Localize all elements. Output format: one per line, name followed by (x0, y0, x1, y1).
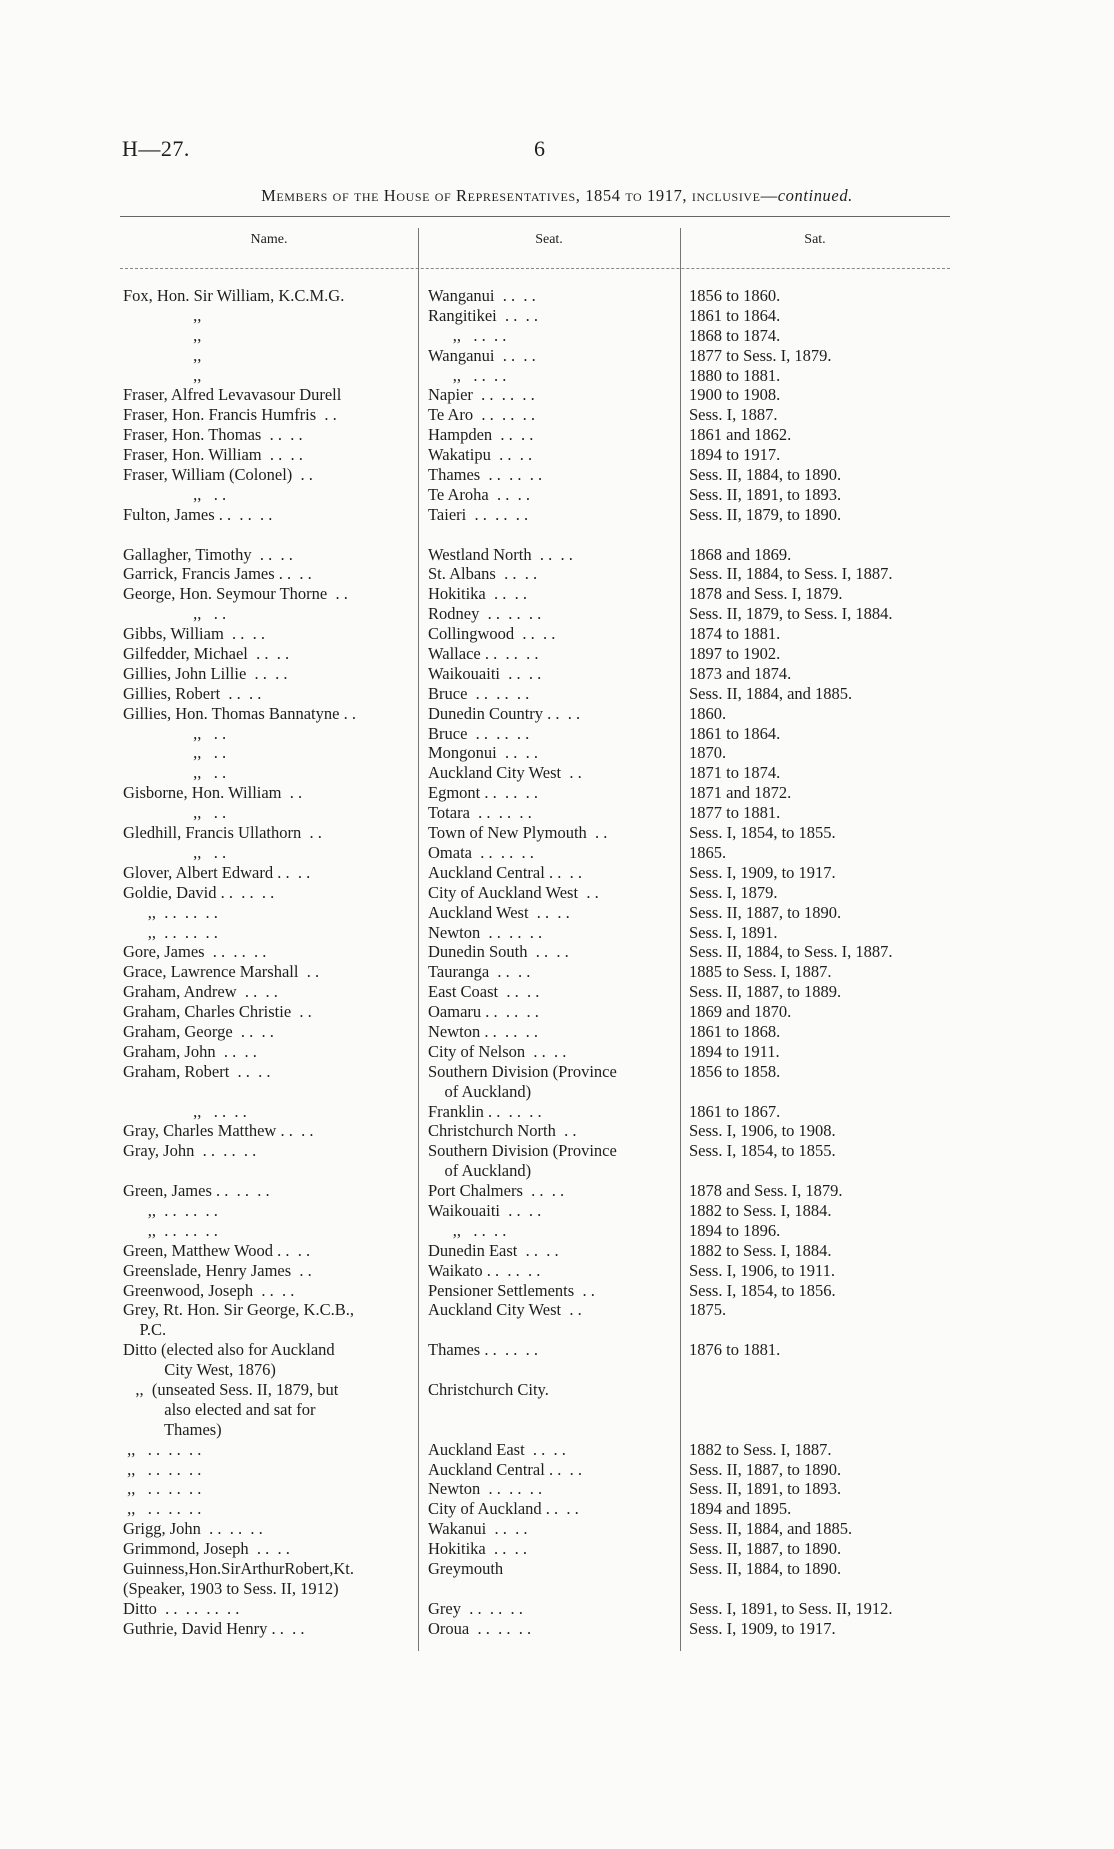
table-row (0, 704, 1114, 724)
sat-cell: 1877 to 1881. (689, 803, 781, 823)
sat-cell: Sess. I, 1887. (689, 405, 778, 425)
name-cell: Graham, Charles Christie . . (123, 1002, 312, 1022)
table-row (0, 1599, 1114, 1619)
sat-cell: 1880 to 1881. (689, 365, 781, 385)
name-cell: Goldie, David . . . . . . (123, 882, 275, 902)
table-row (0, 923, 1114, 943)
name-cell: ,, (unseated Sess. II, 1879, but (123, 1379, 339, 1399)
name-cell: ,, . . . . . . (123, 1439, 202, 1459)
name-cell: Gore, James . . . . . . (123, 942, 267, 962)
seat-cell: City of Nelson . . . . (428, 1041, 567, 1061)
table-row (0, 1161, 1114, 1181)
table-row (0, 505, 1114, 525)
seat-cell: Te Aro . . . . . . (428, 405, 536, 425)
seat-cell: Auckland City West . . (428, 1300, 582, 1320)
name-cell: Gray, John . . . . . . (123, 1141, 257, 1161)
name-cell: Graham, Andrew . . . . (123, 982, 278, 1002)
sat-cell: 1897 to 1902. (689, 644, 781, 664)
table-row (0, 1440, 1114, 1460)
table-row (0, 1221, 1114, 1241)
table-row (0, 942, 1114, 962)
sat-cell: Sess. II, 1891, to 1893. (689, 484, 842, 504)
sat-cell: 1900 to 1908. (689, 385, 781, 405)
sat-cell: Sess. II, 1884, and 1885. (689, 683, 853, 703)
name-cell: ,, . . (123, 723, 227, 743)
row-gap (0, 525, 1114, 545)
name-cell: Gisborne, Hon. William . . (123, 783, 303, 803)
table-row (0, 1499, 1114, 1519)
name-cell: Grace, Lawrence Marshall . . (123, 962, 320, 982)
name-cell: Gibbs, William . . . . (123, 624, 266, 644)
sat-cell: 1869 and 1870. (689, 1002, 792, 1022)
sat-cell: 1876 to 1881. (689, 1340, 781, 1360)
sat-cell: Sess. I, 1854, to 1855. (689, 823, 836, 843)
table-row (0, 1141, 1114, 1161)
table-row (0, 743, 1114, 763)
sat-cell: 1861 to 1867. (689, 1101, 781, 1121)
seat-cell: Greymouth (428, 1559, 504, 1578)
seat-cell: of Auckland) (428, 1081, 532, 1101)
table-row (0, 306, 1114, 326)
seat-cell: Auckland Central . . . . (428, 1459, 582, 1479)
column-header-sat: Sat. (804, 232, 826, 247)
sat-cell: Sess. II, 1884, and 1885. (689, 1519, 853, 1539)
seat-cell: Oroua . . . . . . (428, 1618, 532, 1638)
name-cell: Grimmond, Joseph . . . . (123, 1539, 290, 1559)
sat-cell: 1861 to 1864. (689, 305, 781, 325)
sat-cell: Sess. II, 1879, to 1890. (689, 504, 842, 524)
table-row (0, 664, 1114, 684)
sat-cell: Sess. I, 1909, to 1917. (689, 1618, 836, 1638)
table-row (0, 843, 1114, 863)
name-cell: ,, . . . . . . (123, 1499, 202, 1519)
sat-cell: 1882 to Sess. I, 1887. (689, 1439, 832, 1459)
sat-cell: Sess. I, 1906, to 1908. (689, 1121, 836, 1141)
name-cell: ,, (123, 345, 202, 365)
table-row (0, 863, 1114, 883)
name-cell: Greenslade, Henry James . . (123, 1260, 312, 1280)
seat-cell: City of Auckland West . . (428, 882, 599, 902)
sat-cell: Sess. I, 1909, to 1917. (689, 862, 836, 882)
seat-cell: Pensioner Settlements . . (428, 1280, 595, 1300)
sat-cell: Sess. I, 1854, to 1855. (689, 1141, 836, 1161)
sat-cell: 1861 and 1862. (689, 425, 792, 445)
seat-cell: Auckland East . . . . (428, 1439, 566, 1459)
name-cell: Fraser, Hon. William . . . . (123, 445, 303, 465)
table-row (0, 1559, 1114, 1579)
table-row (0, 346, 1114, 366)
table-row (0, 1519, 1114, 1539)
table-row (0, 286, 1114, 306)
seat-cell: Wanganui . . . . (428, 286, 536, 305)
table-row (0, 903, 1114, 923)
name-cell: Green, Matthew Wood . . . . (123, 1240, 311, 1260)
seat-cell: Omata . . . . . . (428, 842, 534, 862)
sat-cell: 1871 and 1872. (689, 783, 792, 803)
table-row (0, 1241, 1114, 1261)
sat-cell: 1873 and 1874. (689, 663, 792, 683)
header-bottom-rule (120, 268, 950, 269)
table-row (0, 604, 1114, 624)
seat-cell: Waikato . . . . . . (428, 1260, 541, 1280)
table-row (0, 1320, 1114, 1340)
sat-cell: 1885 to Sess. I, 1887. (689, 962, 832, 982)
seat-cell: Mongonui . . . . (428, 743, 539, 763)
name-cell: ,, . . . . . . (123, 922, 218, 942)
table-row (0, 1619, 1114, 1639)
seat-cell: Rangitikei . . . . (428, 305, 538, 325)
table-row (0, 803, 1114, 823)
page-number: 6 (534, 136, 545, 161)
name-cell: City West, 1876) (123, 1360, 276, 1380)
table-row (0, 1539, 1114, 1559)
seat-cell: ,, . . . . (428, 365, 507, 385)
seat-cell: Egmont . . . . . . (428, 783, 538, 803)
name-cell: Ditto (elected also for Auckland (123, 1340, 335, 1360)
seat-cell: Taieri . . . . . . (428, 504, 529, 524)
sat-cell: Sess. II, 1891, to 1893. (689, 1479, 842, 1499)
sat-cell: Sess. II, 1879, to Sess. I, 1884. (689, 604, 893, 624)
name-cell: P.C. (123, 1320, 167, 1340)
seat-cell: Auckland Central . . . . (428, 862, 582, 882)
sat-cell: 1875. (689, 1300, 727, 1320)
table-row (0, 584, 1114, 604)
seat-cell: Newton . . . . . . (428, 1021, 538, 1041)
sat-cell: 1878 and Sess. I, 1879. (689, 1181, 843, 1201)
table-row (0, 425, 1114, 445)
seat-cell: Dunedin East . . . . (428, 1240, 559, 1260)
table-row (0, 1261, 1114, 1281)
sat-cell: Sess. II, 1884, to 1890. (689, 465, 842, 485)
seat-cell: City of Auckland . . . . (428, 1499, 579, 1519)
table-row (0, 1181, 1114, 1201)
seat-cell: of Auckland) (428, 1161, 532, 1181)
sat-cell: 1868 and 1869. (689, 544, 792, 564)
members-table (0, 286, 1114, 1639)
column-header-seat: Seat. (535, 232, 563, 247)
table-row (0, 644, 1114, 664)
table-row (0, 445, 1114, 465)
seat-cell: Newton . . . . . . (428, 1479, 543, 1499)
table-row (0, 1002, 1114, 1022)
name-cell: ,, (123, 325, 202, 345)
table-row (0, 545, 1114, 565)
table-row (0, 1479, 1114, 1499)
name-cell: ,, . . . . . . (123, 1200, 218, 1220)
table-row (0, 962, 1114, 982)
table-row (0, 1102, 1114, 1122)
name-cell: ,, . . (123, 803, 227, 823)
seat-cell: Wallace . . . . . . (428, 644, 539, 664)
sat-cell: 1856 to 1858. (689, 1061, 781, 1081)
name-cell: Gledhill, Francis Ullathorn . . (123, 823, 322, 843)
name-cell: Ditto . . . . . . . . (123, 1598, 240, 1618)
name-cell: ,, . . . . . . (123, 1459, 202, 1479)
seat-cell: Napier . . . . . . (428, 385, 535, 405)
table-row (0, 326, 1114, 346)
table-row (0, 1062, 1114, 1082)
title-text: Members of the House of Representatives, 1854 to 1917, inclusive— (261, 186, 778, 205)
table-row (0, 1380, 1114, 1400)
seat-cell: Southern Division (Province (428, 1141, 617, 1161)
sat-cell: 1894 to 1917. (689, 445, 781, 465)
sat-cell: 1870. (689, 743, 727, 763)
sat-cell: Sess. I, 1891. (689, 922, 778, 942)
seat-cell: Southern Division (Province (428, 1061, 617, 1081)
table-row (0, 1082, 1114, 1102)
sat-cell: Sess. II, 1884, to Sess. I, 1887. (689, 942, 893, 962)
table-row (0, 763, 1114, 783)
table-row (0, 1281, 1114, 1301)
sat-cell: 1874 to 1881. (689, 624, 781, 644)
name-cell: Fraser, Alfred Levavasour Durell (123, 385, 342, 405)
sat-cell: 1860. (689, 703, 727, 723)
name-cell: ,, (123, 305, 202, 325)
seat-cell: ,, . . . . (428, 325, 507, 345)
name-cell: ,, . . (123, 604, 227, 624)
seat-cell: Westland North . . . . (428, 544, 573, 564)
name-cell: ,, . . (123, 484, 227, 504)
table-row (0, 823, 1114, 843)
sat-cell: 1894 to 1911. (689, 1041, 780, 1061)
table-row (0, 385, 1114, 405)
seat-cell: Newton . . . . . . (428, 922, 543, 942)
sat-cell: Sess. I, 1891, to Sess. II, 1912. (689, 1598, 893, 1618)
sat-cell: Sess. II, 1887, to 1890. (689, 902, 842, 922)
seat-cell: Thames . . . . . . (428, 1340, 538, 1360)
name-cell: Grey, Rt. Hon. Sir George, K.C.B., (123, 1300, 354, 1320)
name-cell: Gallagher, Timothy . . . . (123, 544, 293, 564)
sat-cell: Sess. II, 1887, to 1890. (689, 1459, 842, 1479)
seat-cell: Wakanui . . . . (428, 1519, 528, 1539)
name-cell: Guthrie, David Henry . . . . (123, 1618, 305, 1638)
seat-cell: ,, . . . . (428, 1220, 507, 1240)
title-suffix: continued. (777, 186, 853, 205)
seat-cell: Tauranga . . . . (428, 962, 531, 982)
sat-cell: 1861 to 1868. (689, 1021, 781, 1041)
name-cell: ,, (123, 365, 202, 385)
seat-cell: Collingwood . . . . (428, 624, 556, 644)
name-cell: George, Hon. Seymour Thorne . . (123, 584, 348, 604)
seat-cell: Hokitika . . . . (428, 584, 527, 604)
seat-cell: Christchurch City. (428, 1379, 549, 1399)
name-cell: Gillies, Robert . . . . (123, 683, 262, 703)
name-cell: Gray, Charles Matthew . . . . (123, 1121, 314, 1141)
seat-cell: Dunedin South . . . . (428, 942, 569, 962)
table-row (0, 1460, 1114, 1480)
name-cell: ,, . . (123, 842, 227, 862)
table-row (0, 465, 1114, 485)
table-row (0, 405, 1114, 425)
seat-cell: Hampden . . . . (428, 425, 534, 445)
name-cell: ,, . . . . . . (123, 1479, 202, 1499)
seat-cell: Christchurch North . . (428, 1121, 577, 1141)
table-row (0, 1340, 1114, 1360)
seat-cell: Te Aroha . . . . (428, 484, 530, 504)
sat-cell: 1868 to 1874. (689, 325, 781, 345)
name-cell: Glover, Albert Edward . . . . (123, 862, 311, 882)
name-cell: Gillies, John Lillie . . . . (123, 663, 288, 683)
sat-cell: 1878 and Sess. I, 1879. (689, 584, 843, 604)
seat-cell: Waikouaiti . . . . (428, 1200, 542, 1220)
sat-cell: Sess. II, 1887, to 1889. (689, 982, 842, 1002)
name-cell: ,, . . . . . . (123, 1220, 218, 1240)
seat-cell: Waikouaiti . . . . (428, 663, 542, 683)
sat-cell: Sess. II, 1884, to 1890. (689, 1559, 842, 1578)
table-row (0, 564, 1114, 584)
column-header-name: Name. (250, 232, 288, 247)
name-cell: ,, . . (123, 743, 227, 763)
sat-cell: 1882 to Sess. I, 1884. (689, 1240, 832, 1260)
table-row (0, 684, 1114, 704)
sat-cell: 1882 to Sess. I, 1884. (689, 1200, 832, 1220)
table-row (0, 485, 1114, 505)
name-cell: ,, . . (123, 763, 227, 783)
name-cell: Garrick, Francis James . . . . (123, 564, 312, 584)
seat-cell: Hokitika . . . . (428, 1539, 527, 1559)
table-row (0, 1420, 1114, 1440)
sat-cell: Sess. I, 1906, to 1911. (689, 1260, 836, 1280)
table-row (0, 1579, 1114, 1599)
name-cell: (Speaker, 1903 to Sess. II, 1912) (123, 1578, 339, 1598)
seat-cell: St. Albans . . . . (428, 564, 538, 584)
seat-cell: Town of New Plymouth . . (428, 823, 608, 843)
name-cell: Fox, Hon. Sir William, K.C.M.G. (123, 286, 345, 305)
seat-cell: East Coast . . . . (428, 982, 540, 1002)
header-top-rule (120, 216, 950, 217)
table-row (0, 1400, 1114, 1420)
table-row (0, 624, 1114, 644)
document-id: H—27. (122, 136, 190, 161)
name-cell: Fulton, James . . . . . . (123, 504, 273, 524)
seat-cell: Port Chalmers . . . . (428, 1181, 565, 1201)
name-cell: Fraser, William (Colonel) . . (123, 465, 313, 485)
seat-cell: Grey . . . . . . (428, 1598, 523, 1618)
name-cell: Grigg, John . . . . . . (123, 1519, 263, 1539)
sat-cell: Sess. II, 1887, to 1890. (689, 1539, 842, 1559)
seat-cell: Wanganui . . . . (428, 345, 536, 365)
sat-cell: Sess. II, 1884, to Sess. I, 1887. (689, 564, 893, 584)
sat-cell: 1894 and 1895. (689, 1499, 792, 1519)
seat-cell: Thames . . . . . . (428, 465, 543, 485)
table-row (0, 1042, 1114, 1062)
name-cell: Fraser, Hon. Francis Humfris . . (123, 405, 337, 425)
table-row (0, 1360, 1114, 1380)
sat-cell: 1894 to 1896. (689, 1220, 781, 1240)
seat-cell: Auckland City West . . (428, 763, 582, 783)
name-cell: Guinness,Hon.SirArthurRobert,Kt. (123, 1559, 354, 1578)
table-row (0, 1300, 1114, 1320)
sat-cell: Sess. I, 1879. (689, 882, 778, 902)
table-row (0, 783, 1114, 803)
table-row (0, 724, 1114, 744)
seat-cell: Bruce . . . . . . (428, 723, 530, 743)
name-cell: Graham, Robert . . . . (123, 1061, 271, 1081)
seat-cell: Bruce . . . . . . (428, 683, 530, 703)
seat-cell: Auckland West . . . . (428, 902, 570, 922)
table-row (0, 982, 1114, 1002)
name-cell: ,, . . . . (123, 1101, 247, 1121)
sat-cell: 1871 to 1874. (689, 763, 781, 783)
sat-cell: 1861 to 1864. (689, 723, 781, 743)
seat-cell: Oamaru . . . . . . (428, 1002, 539, 1022)
page-title (0, 186, 1114, 206)
name-cell: also elected and sat for (123, 1399, 316, 1419)
name-cell: Graham, George . . . . (123, 1021, 274, 1041)
seat-cell: Totara . . . . . . (428, 803, 532, 823)
seat-cell: Rodney . . . . . . (428, 604, 542, 624)
seat-cell: Dunedin Country . . . . (428, 703, 581, 723)
name-cell: ,, . . . . . . (123, 902, 218, 922)
name-cell: Greenwood, Joseph . . . . (123, 1280, 295, 1300)
table-row (0, 1201, 1114, 1221)
seat-cell: Franklin . . . . . . (428, 1101, 542, 1121)
seat-cell: Wakatipu . . . . (428, 445, 533, 465)
name-cell: Thames) (123, 1419, 222, 1439)
name-cell: Graham, John . . . . (123, 1041, 257, 1061)
sat-cell: 1856 to 1860. (689, 286, 781, 305)
name-cell: Gilfedder, Michael . . . . (123, 644, 290, 664)
table-row (0, 366, 1114, 386)
sat-cell: Sess. I, 1854, to 1856. (689, 1280, 836, 1300)
sat-cell: 1877 to Sess. I, 1879. (689, 345, 832, 365)
name-cell: Fraser, Hon. Thomas . . . . (123, 425, 303, 445)
table-row (0, 1022, 1114, 1042)
name-cell: Green, James . . . . . . (123, 1181, 270, 1201)
table-row (0, 883, 1114, 903)
name-cell: Gillies, Hon. Thomas Bannatyne . . (123, 703, 356, 723)
sat-cell: 1865. (689, 842, 727, 862)
table-row (0, 1121, 1114, 1141)
